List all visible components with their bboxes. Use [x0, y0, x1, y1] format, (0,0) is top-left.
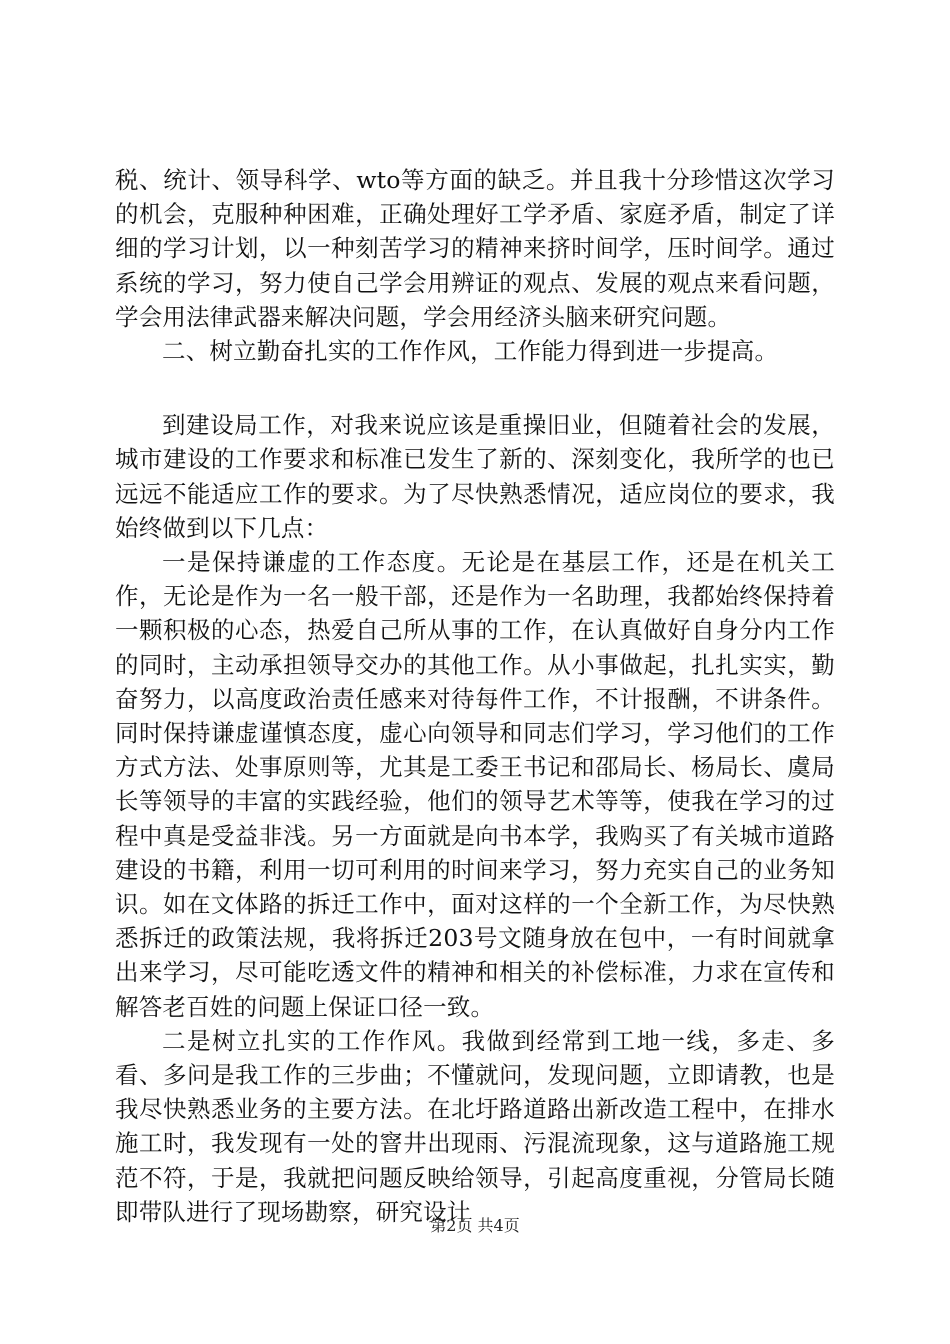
paragraph-intro: 到建设局工作，对我来说应该是重操旧业，但随着社会的发展，城市建设的工作要求和标准已发生了新的、深刻变化，我所学的也已远远不能适应工作的要求。为了尽快熟悉情况，适应岗位的要求，我始终做到以下几点：	[115, 411, 835, 542]
paragraph-continued: 税、统计、领导科学、wto等方面的缺乏。并且我十分珍惜这次学习的机会，克服种种困难，正确处理好工学矛盾、家庭矛盾，制定了详细的学习计划，以一种刻苦学习的精神来挤时间学，压时间学。通过系统的学习，努力使自己学会用辨证的观点、发展的观点来看问题，学会用法律武器来解决问题，学会用经济头脑来研究问题。	[115, 166, 835, 331]
paragraph-point-two: 二是树立扎实的工作作风。我做到经常到工地一线，多走、多看、多问是我工作的三步曲；不懂就问，发现问题，立即请教，也是我尽快熟悉业务的主要方法。在北圩路道路出新改造工程中，在排水施工时，我发现有一处的窨井出现雨、污混流现象，这与道路施工规范不符，于是，我就把问题反映给领导，引起高度重视，分管局长随即带队进行了现场勘察，研究设计	[115, 1026, 835, 1226]
page-footer: 第2页 共4页	[430, 1216, 520, 1235]
section-heading: 二、树立勤奋扎实的工作作风，工作能力得到进一步提高。	[162, 337, 779, 366]
paragraph-point-one: 一是保持谦虚的工作态度。无论是在基层工作，还是在机关工作，无论是作为一名一般干部，还是作为一名助理，我都始终保持着一颗积极的心态，热爱自己所从事的工作，在认真做好自身分内工作的同时，主动承担领导交办的其他工作。从小事做起，扎扎实实，勤奋努力，以高度政治责任感来对待每件工作，不计报酬，不讲条件。同时保持谦虚谨慎态度，虚心向领导和同志们学习，学习他们的工作方式方法、处事原则等，尤其是工委王书记和邵局长、杨局长、虞局长等领导的丰富的实践经验，他们的领导艺术等等，使我在学习的过程中真是受益非浅。另一方面就是向书本学，我购买了有关城市道路建设的书籍，利用一切可利用的时间来学习，努力充实自己的业务知识。如在文体路的拆迁工作中，面对这样的一个全新工作，为尽快熟悉拆迁的政策法规，我将拆迁203号文随身放在包中，一有时间就拿出来学习，尽可能吃透文件的精神和相关的补偿标准，力求在宣传和解答老百姓的问题上保证口径一致。	[115, 548, 835, 1021]
document-body	[115, 163, 835, 1229]
